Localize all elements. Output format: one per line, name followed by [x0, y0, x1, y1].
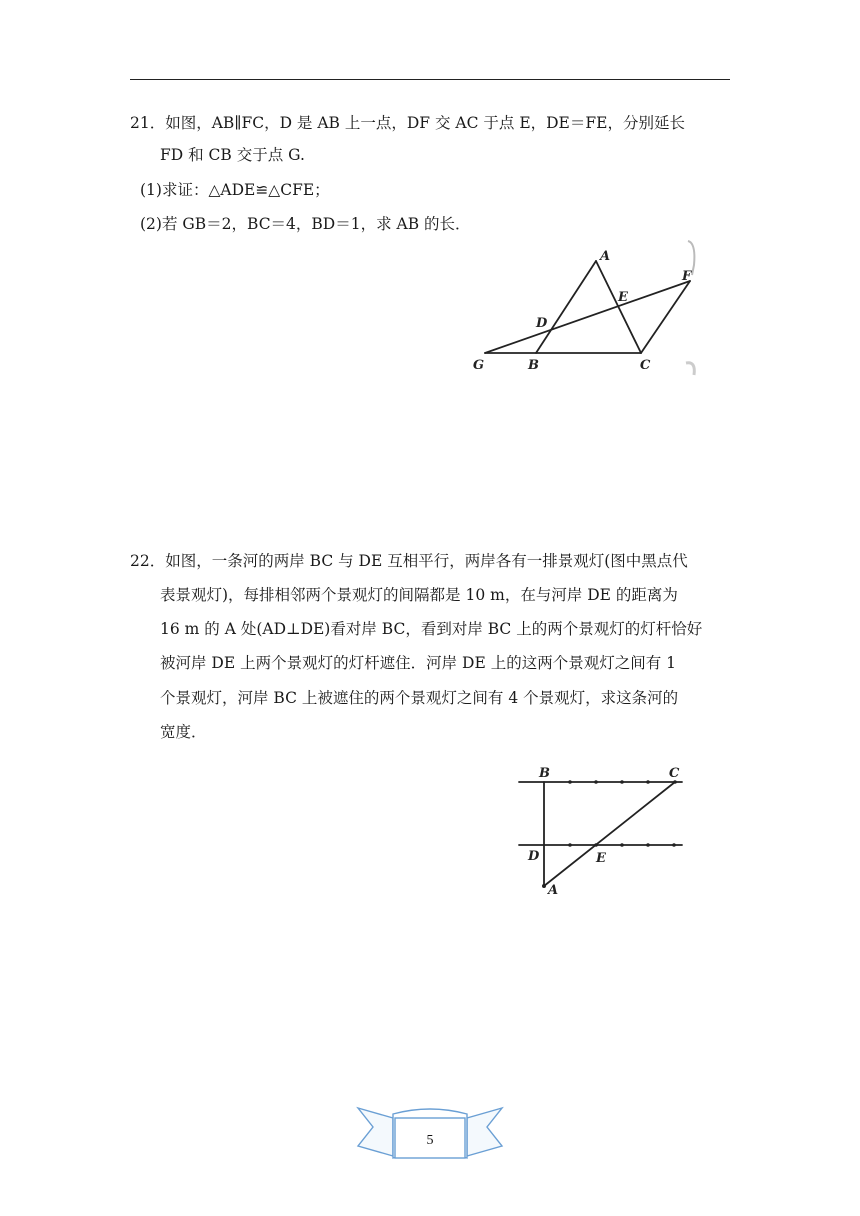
segment-CF	[641, 281, 690, 353]
q22-label-A: A	[548, 883, 559, 898]
q22-line5: 个景观灯，河岸 BC 上被遮住的两个景观灯之间有 4 个景观灯，求这条河的	[160, 689, 679, 707]
q22-line2: 表景观灯)，每排相邻两个景观灯的间隔都是 10 m，在与河岸 DE 的距离为	[160, 586, 678, 604]
segment-AC	[544, 782, 675, 886]
q22-label-B: B	[539, 766, 550, 781]
q21-part1: (1)求证：△ADE≌△CFE；	[140, 181, 330, 199]
page-number-ribbon	[355, 1100, 505, 1168]
q22-line1: 22．如图，一条河的两岸 BC 与 DE 互相平行，两岸各有一排景观灯(图中黑点代	[130, 552, 688, 570]
q21-label-E: E	[618, 290, 628, 305]
segment-BA	[536, 261, 596, 353]
q21-label-A: A	[600, 249, 611, 264]
q22-label-C: C	[669, 766, 680, 781]
segment-GF	[485, 281, 690, 353]
q21-label-B: B	[528, 358, 539, 373]
ribbon-right-tail	[467, 1108, 502, 1156]
q21-figure	[460, 235, 705, 380]
q21-label-D: D	[536, 316, 548, 331]
q22-label-D: D	[528, 849, 540, 864]
q21-line1: 21．如图，AB∥FC，D 是 AB 上一点，DF 交 AC 于点 E，DE＝FE，分别延长	[130, 114, 685, 132]
q21-label-G: G	[473, 358, 485, 373]
q21-label-C: C	[640, 358, 651, 373]
q22-label-E: E	[596, 851, 606, 866]
q22-line4: 被河岸 DE 上两个景观灯的灯杆遮住．河岸 DE 上的这两个景观灯之间有 1	[160, 654, 676, 672]
page-number: 5	[426, 1133, 434, 1148]
q21-label-F: F	[682, 269, 692, 284]
header-rule	[130, 79, 730, 80]
q22-figure	[510, 760, 690, 900]
q21-part2: (2)若 GB＝2，BC＝4，BD＝1，求 AB 的长．	[140, 215, 471, 233]
q22-line6: 宽度．	[160, 723, 207, 741]
ribbon-left-tail	[358, 1108, 393, 1156]
q22-line3: 16 m 的 A 处(AD⊥DE)看对岸 BC，看到对岸 BC 上的两个景观灯的灯杆恰好	[160, 620, 703, 638]
q21-line2: FD 和 CB 交于点 G.	[160, 146, 305, 164]
